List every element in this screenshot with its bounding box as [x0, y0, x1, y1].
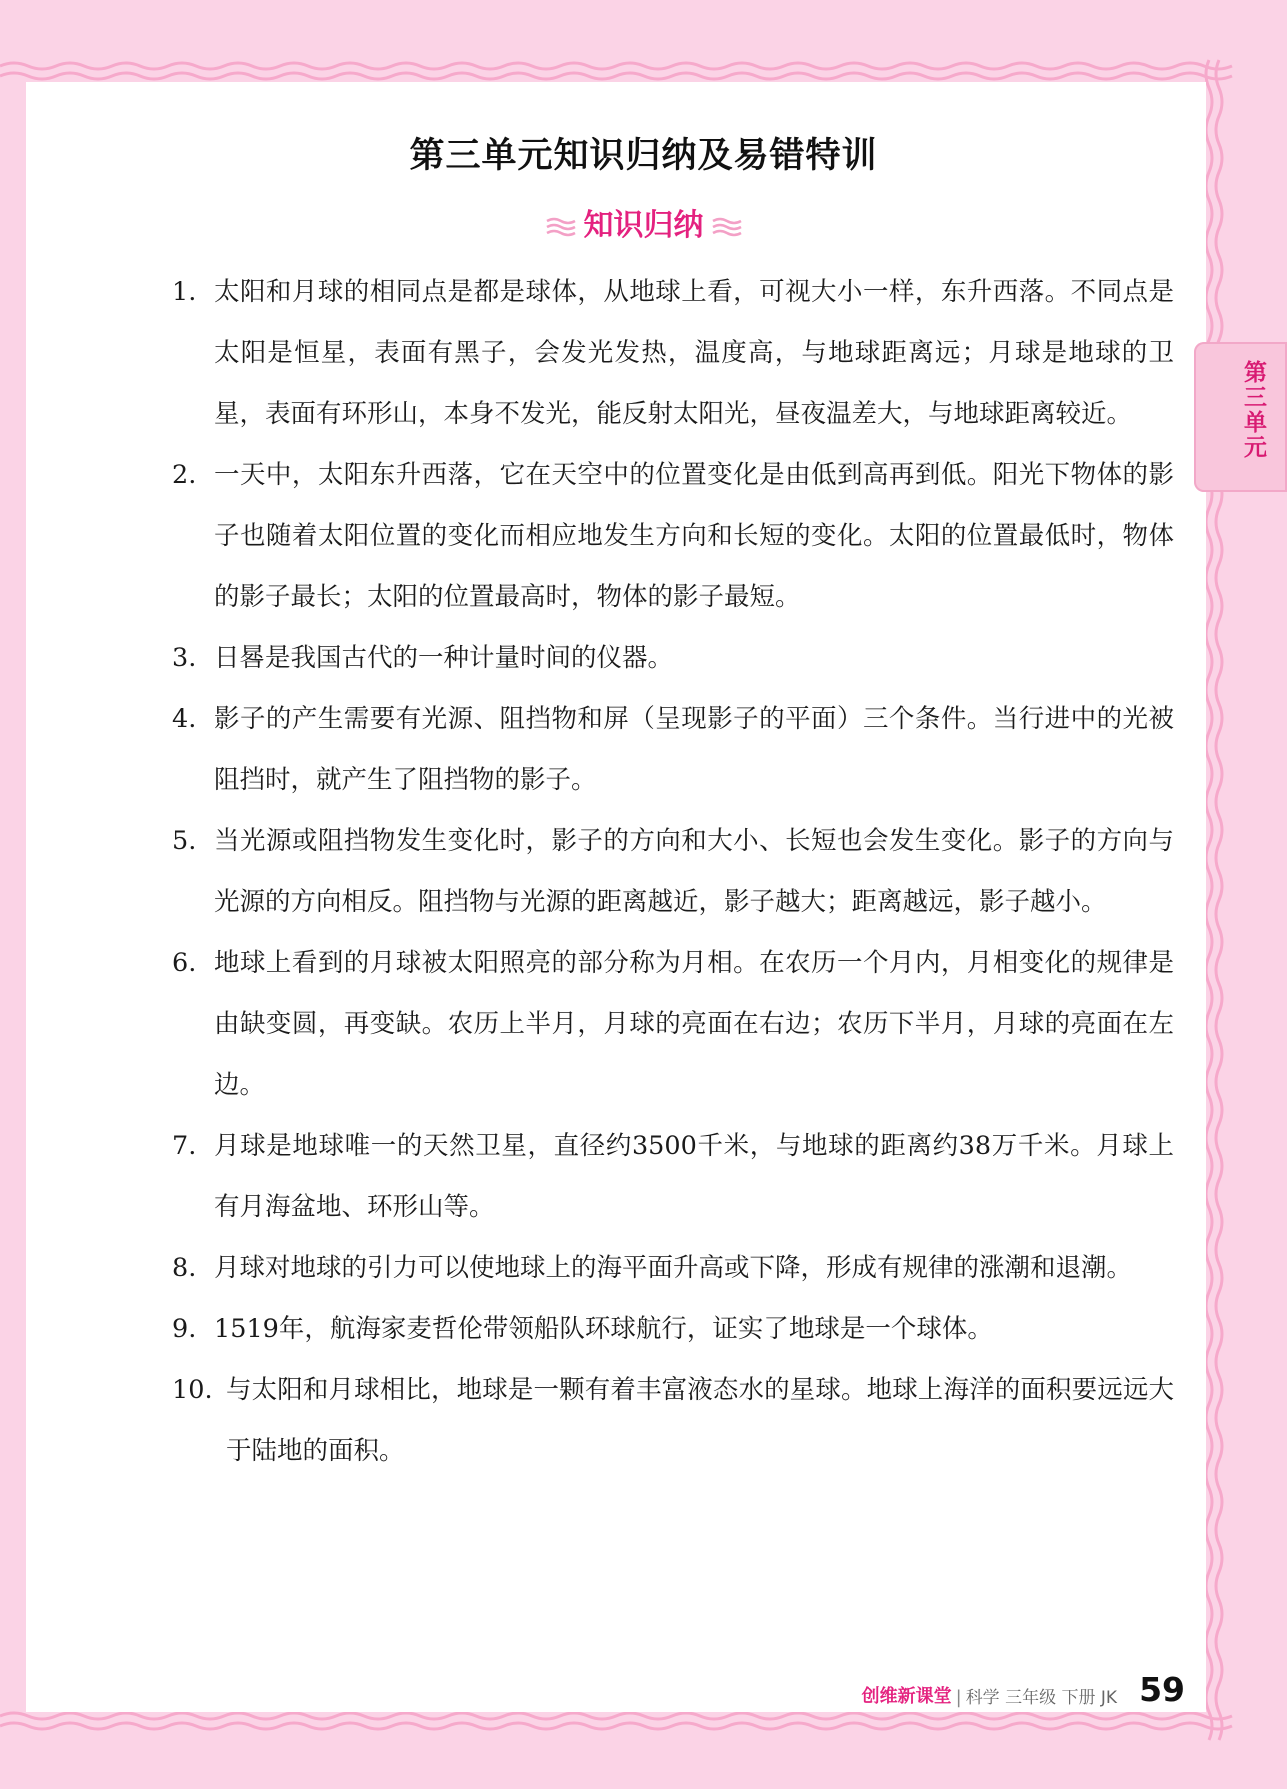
list-item	[172, 1299, 1174, 1360]
unit-side-tab-label: 第三单元	[1240, 360, 1266, 460]
page-title: 第三单元知识归纳及易错特训	[409, 136, 878, 176]
list-item	[172, 262, 1174, 445]
section-heading-text: 知识归纳	[583, 208, 704, 243]
wave-ornament-icon	[546, 216, 576, 238]
item-number: 6.	[172, 948, 197, 978]
item-text: 太阳和月球的相同点是都是球体，从地球上看，可视大小一样，东升西落。不同点是太阳是恒星，表面有黑子，会发光发热，温度高，与地球距离远；月球是地球的卫星，表面有环形山，本身不发光，能反射太阳光，昼夜温差大，与地球距离较近。	[214, 277, 1174, 429]
wave-ornament-icon	[712, 216, 742, 238]
item-text: 月球对地球的引力可以使地球上的海平面升高或下降，形成有规律的涨潮和退潮。	[214, 1253, 1133, 1283]
list-item	[172, 445, 1174, 628]
item-number: 3.	[172, 643, 197, 673]
item-number: 9.	[172, 1314, 197, 1344]
unit-side-tab	[1194, 342, 1287, 492]
list-item	[172, 811, 1174, 933]
item-text: 1519年，航海家麦哲伦带领船队环球航行，证实了地球是一个球体。	[214, 1314, 993, 1344]
knowledge-list	[172, 262, 1174, 1482]
list-item	[172, 1116, 1174, 1238]
item-number: 5.	[172, 826, 197, 856]
item-text: 日晷是我国古代的一种计量时间的仪器。	[214, 643, 674, 673]
item-number: 4.	[172, 704, 197, 734]
page-number: 59	[1139, 1670, 1185, 1709]
item-number: 2.	[172, 460, 197, 490]
list-item	[172, 933, 1174, 1116]
list-item	[172, 628, 1174, 689]
item-text: 一天中，太阳东升西落，它在天空中的位置变化是由低到高再到低。阳光下物体的影子也随着太阳位置的变化而相应地发生方向和长短的变化。太阳的位置最低时，物体的影子最长；太阳的位置最高时，物体的影子最短。	[214, 460, 1174, 612]
section-heading	[0, 200, 1287, 244]
item-text: 月球是地球唯一的天然卫星，直径约3500千米，与地球的距离约38万千米。月球上有月海盆地、环形山等。	[214, 1131, 1174, 1222]
item-text: 与太阳和月球相比，地球是一颗有着丰富液态水的星球。地球上海洋的面积要远远大于陆地的面积。	[226, 1375, 1174, 1466]
item-number: 8.	[172, 1253, 197, 1283]
item-number: 1.	[172, 277, 197, 307]
footer-meta: 科学 三年级 下册 JK	[965, 1688, 1118, 1708]
item-text: 当光源或阻挡物发生变化时，影子的方向和大小、长短也会发生变化。影子的方向与光源的方向相反。阻挡物与光源的距离越近，影子越大；距离越远，影子越小。	[214, 826, 1174, 917]
list-item	[172, 689, 1174, 811]
footer-separator: |	[955, 1687, 962, 1708]
list-item	[172, 1360, 1174, 1482]
item-text: 影子的产生需要有光源、阻挡物和屏（呈现影子的平面）三个条件。当行进中的光被阻挡时，就产生了阻挡物的影子。	[214, 704, 1174, 795]
footer-brand: 创维新课堂	[861, 1686, 952, 1707]
item-text: 地球上看到的月球被太阳照亮的部分称为月相。在农历一个月内，月相变化的规律是由缺变圆，再变缺。农历上半月，月球的亮面在右边；农历下半月，月球的亮面在左边。	[214, 948, 1174, 1100]
list-item	[172, 1238, 1174, 1299]
page-footer	[862, 1664, 1185, 1708]
item-number: 7.	[172, 1131, 197, 1161]
item-number: 10.	[172, 1375, 213, 1405]
